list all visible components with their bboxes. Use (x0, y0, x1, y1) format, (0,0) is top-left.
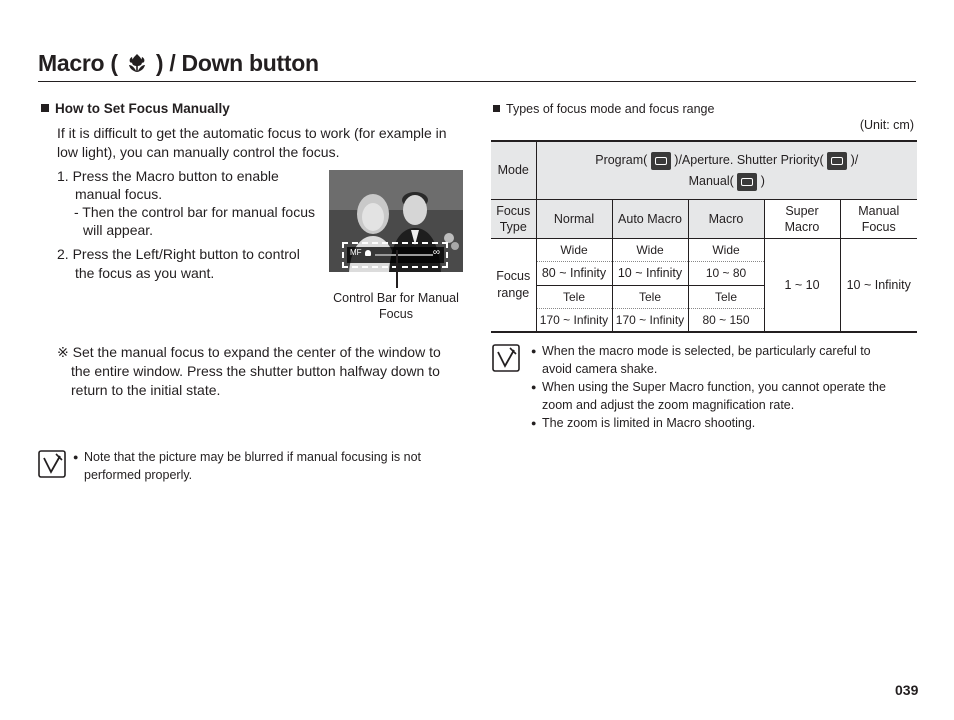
aperture-shutter-mode-icon (827, 152, 847, 170)
left-note-line: ● Note that the picture may be blurred if manual focusing is not (84, 448, 444, 466)
focus-range-label-cell: Focus range (491, 238, 536, 332)
page-number: 039 (895, 682, 919, 698)
column-header: Macro (688, 199, 764, 238)
caption-leader-line (396, 250, 398, 288)
tulip-macro-icon (124, 51, 150, 75)
infinity-label: ∞ (432, 247, 440, 258)
photo-caption (326, 289, 466, 323)
manual-focus-range-cell: 10 ~ Infinity (840, 238, 917, 332)
table-cell: 10 ~ 80 (688, 261, 764, 285)
intro-line: low light), you can manually control the focus. (57, 144, 340, 160)
table-cell: Tele (688, 285, 764, 308)
table-cell: Wide (612, 238, 688, 261)
table-cell: 170 ~ Infinity (536, 308, 612, 332)
super-macro-range-cell: 1 ~ 10 (764, 238, 840, 332)
right-note-line: zoom and adjust the zoom magnification rate. (542, 398, 795, 412)
page-title-prefix: Macro ( (38, 50, 118, 76)
table-cell: 80 ~ Infinity (536, 261, 612, 285)
steps-list (57, 167, 327, 283)
table-row (491, 238, 917, 261)
column-header: Auto Macro (612, 199, 688, 238)
page-title-suffix: ) / Down button (155, 50, 319, 76)
table-cell: 170 ~ Infinity (612, 308, 688, 332)
section-heading-text: How to Set Focus Manually (55, 101, 230, 116)
step-1-line: manual focus. (75, 186, 163, 202)
left-note (84, 448, 444, 484)
focus-scale-track (375, 254, 433, 256)
left-note-line: performed properly. (84, 468, 193, 482)
step-2-line: 2. Press the Left/Right button to control (57, 246, 300, 262)
mode-text: Program( (595, 153, 648, 168)
macro-small-icon (365, 250, 371, 256)
mode-text: )/ (850, 153, 859, 168)
title-rule (38, 81, 916, 82)
intro-paragraph (57, 124, 447, 162)
right-note-line: ● When using the Super Macro function, you cannot operate the (542, 378, 912, 396)
table-cell: Tele (612, 285, 688, 308)
mode-value-cell (536, 141, 917, 199)
mode-text: Manual( (688, 174, 734, 189)
mode-label-cell: Mode (491, 141, 536, 199)
page-title (38, 50, 319, 77)
section-heading-focus-types (493, 100, 714, 118)
table-cell: Tele (536, 285, 612, 308)
right-notes (542, 342, 912, 432)
right-note-line: ● When the macro mode is selected, be particularly careful to (542, 342, 912, 360)
column-header: Manual Focus (840, 199, 917, 238)
photo-caption-line: Focus (378, 307, 414, 321)
focus-range-table (491, 140, 917, 333)
table-cell: Wide (536, 238, 612, 261)
table-cell: 80 ~ 150 (688, 308, 764, 332)
mode-row (491, 141, 917, 199)
reference-note (57, 343, 457, 400)
square-bullet-icon (41, 104, 49, 112)
mf-label: MF (350, 248, 362, 257)
step-2-line: the focus as you want. (75, 265, 215, 281)
pencil-note-icon (492, 344, 520, 372)
section-heading-text: Types of focus mode and focus range (506, 102, 715, 116)
unit-label: (Unit: cm) (859, 118, 914, 132)
reference-note-line: ※ Set the manual focus to expand the center of the window to (57, 344, 441, 360)
column-header: Normal (536, 199, 612, 238)
mode-text: )/Aperture. Shutter Priority( (674, 153, 824, 168)
table-cell: 10 ~ Infinity (612, 261, 688, 285)
reference-note-line: return to the initial state. (71, 382, 221, 398)
pencil-note-icon (38, 450, 66, 478)
manual-mode-icon (737, 173, 757, 191)
focus-type-row (491, 199, 917, 238)
photo-caption-line: Control Bar for Manual (333, 291, 459, 305)
column-header: Super Macro (764, 199, 840, 238)
focus-range-table-wrap (491, 140, 917, 333)
intro-line: If it is difficult to get the automatic focus to work (for example in (57, 125, 447, 141)
right-note-line: avoid camera shake. (542, 362, 658, 376)
step-1-sub-line: - Then the control bar for manual focus (74, 204, 315, 220)
reference-note-line: the entire window. Press the shutter button halfway down to (71, 363, 440, 379)
section-heading-manual-focus (41, 101, 230, 116)
step-1-line: 1. Press the Macro button to enable (57, 168, 279, 184)
square-bullet-icon (493, 105, 500, 112)
right-note-line: ● The zoom is limited in Macro shooting. (542, 414, 912, 432)
mode-text: ) (760, 174, 765, 189)
table-cell: Wide (688, 238, 764, 261)
focus-type-label-cell: Focus Type (491, 199, 536, 238)
program-mode-icon (651, 152, 671, 170)
step-1-sub-line: will appear. (83, 222, 154, 238)
